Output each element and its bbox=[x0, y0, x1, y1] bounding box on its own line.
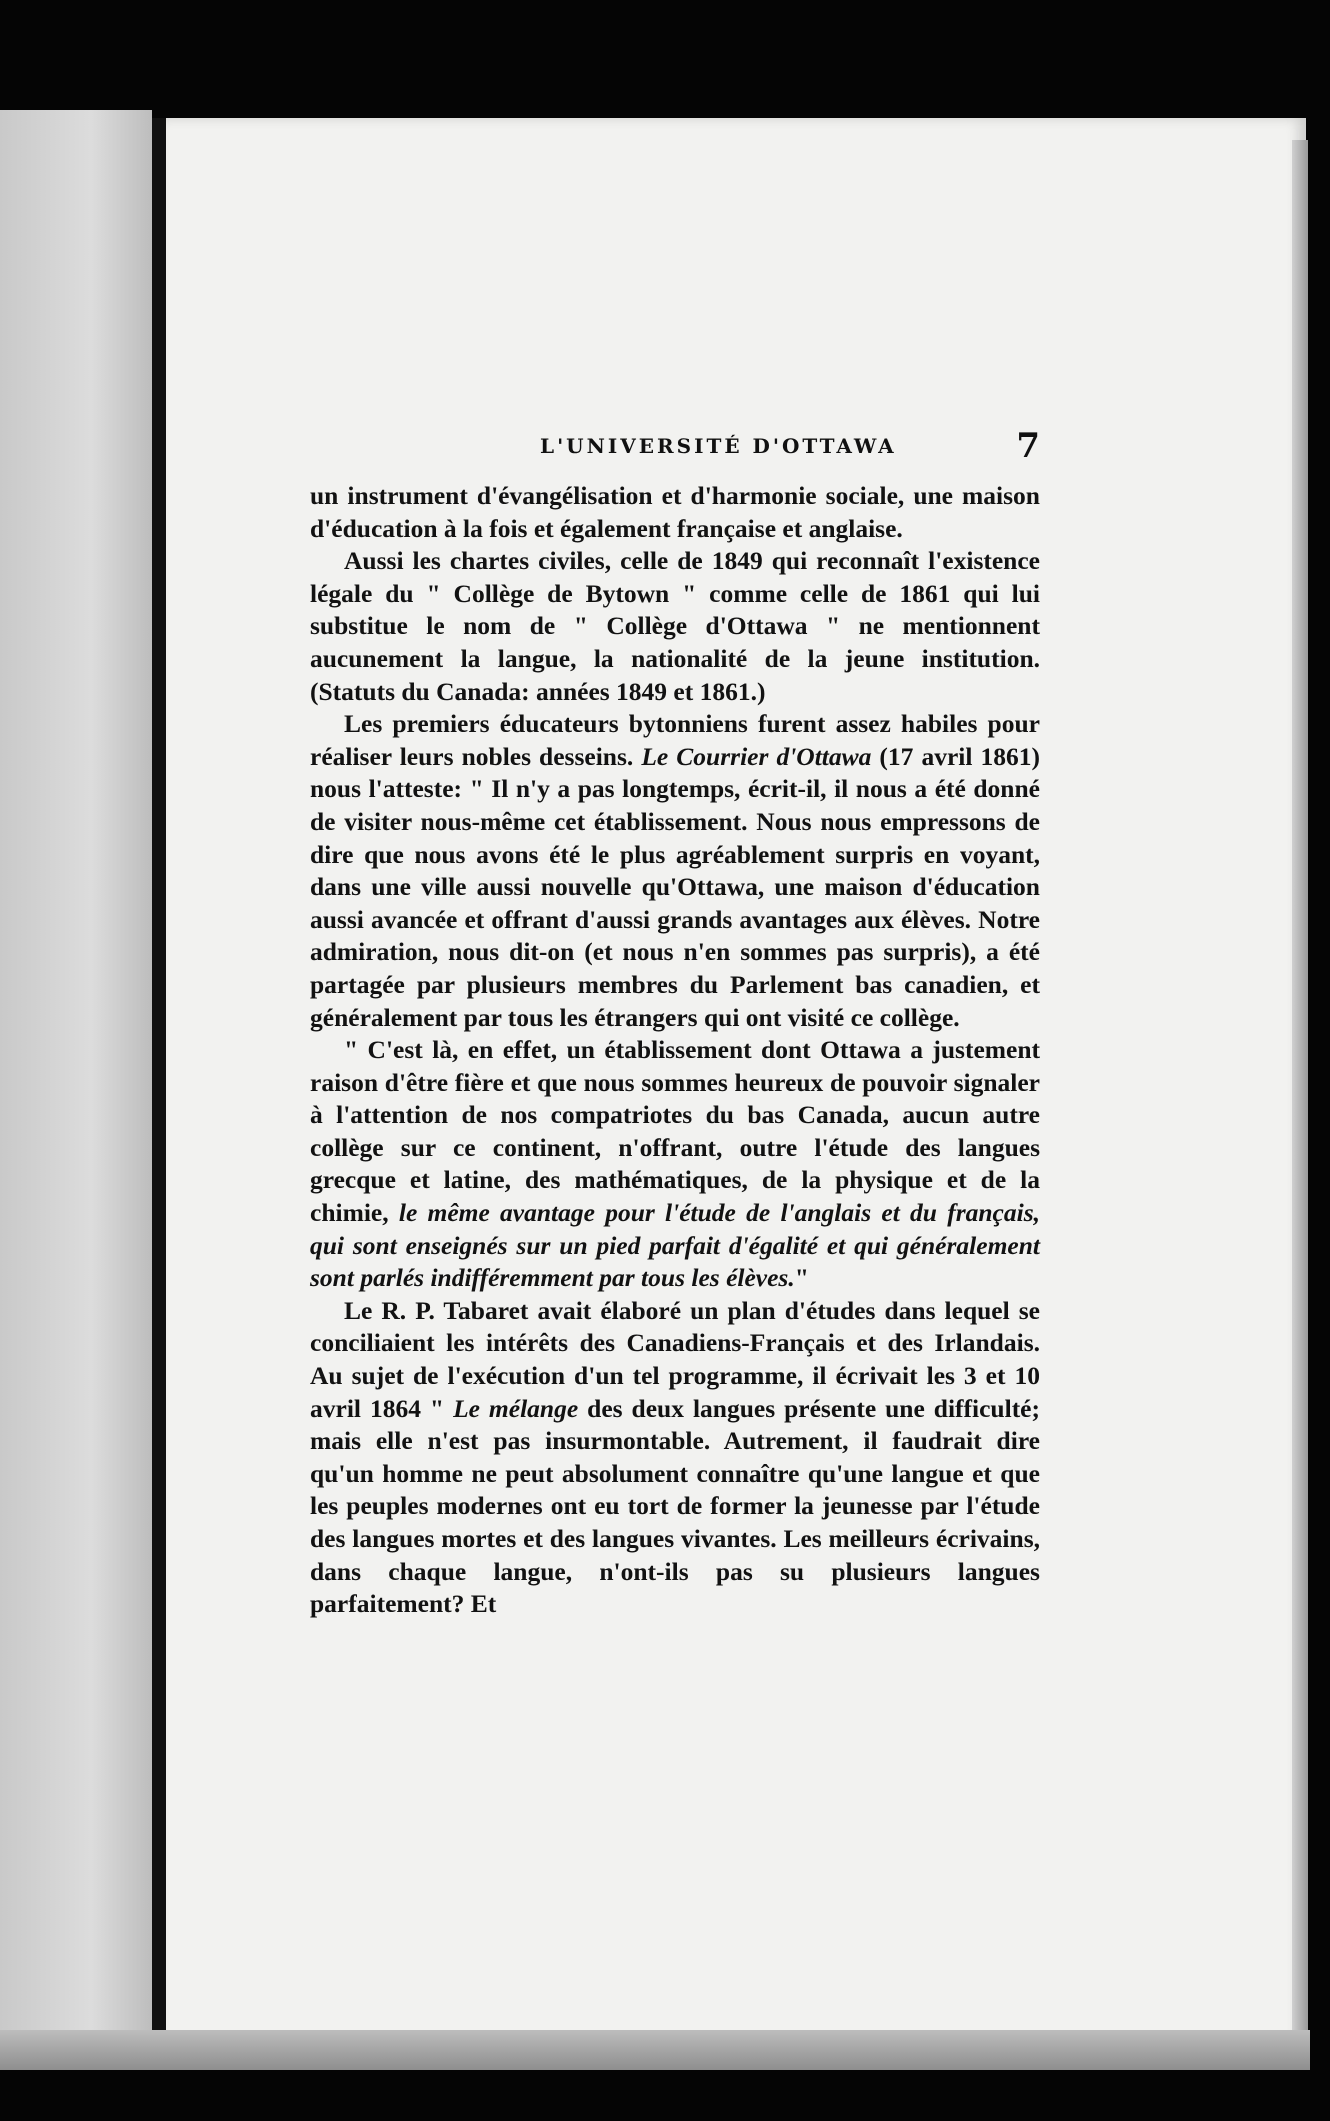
paragraph bbox=[310, 1034, 1040, 1295]
newspaper-title: Le Courrier d'Ottawa bbox=[641, 741, 872, 771]
page-number: 7 bbox=[1016, 426, 1040, 466]
paragraph: un instrument d'évangélisation et d'harmonie sociale, une maison d'éducation à la fois et également française et anglaise. bbox=[310, 481, 1040, 543]
emphasized-quote: le même avantage pour l'étude de l'anglais et du français, qui sont enseignés sur un pied parfait d'égalité et qui généralement sont parlés indifféremment par tous les élèves. bbox=[310, 1198, 1041, 1293]
paragraph-text: " C'est là, en effet, un établissement dont Ottawa a justement raison d'être fière et que nous sommes heureux de pouvoir signaler à l'attention de nos compatriotes du bas Canada, aucun autre collège sur ce continent, n'offrant, outre l'étude des langues grecque et latine, des mathématiques, de la physique et de la chimie, bbox=[310, 1035, 1040, 1228]
facing-page-margin bbox=[0, 110, 152, 2060]
paragraph bbox=[310, 708, 1040, 1034]
page-edge bbox=[1292, 140, 1308, 2060]
closing-quote: " bbox=[794, 1263, 809, 1293]
running-title: L'UNIVERSITÉ D'OTTAWA bbox=[540, 434, 897, 458]
page-bottom-edge bbox=[0, 2030, 1310, 2070]
running-head bbox=[310, 426, 1040, 470]
body-text bbox=[310, 480, 1040, 1690]
emphasized-term: Le mélange bbox=[453, 1393, 579, 1423]
paragraph-text: Le R. P. Tabaret avait élaboré un plan d'études dans lequel se conciliaient les intérêts des Canadiens-Français et des Irlandais. Au sujet de l'exécution d'un tel programme, il écrivait les 3 et 10 avril 1864 " bbox=[310, 1295, 1040, 1423]
paragraph-text: (17 avril 1861) nous l'atteste: " Il n'y a pas longtemps, écrit-il, il nous a été donné de visiter nous-même cet établissement. Nous nous empressons de dire que nous avons été le plus agréablement surpris en voyant, dans une ville aussi nouvelle qu'Ottawa, une maison d'éducation aussi avancée et offrant d'aussi grands avantages aux élèves. Notre admiration, nous dit-on (et nous n'en sommes pas surpris), a été partagée par plusieurs membres du Parlement bas canadien, et généralement par tous les étrangers qui ont visité ce collège. bbox=[310, 741, 1040, 1032]
paragraph: Aussi les chartes civiles, celle de 1849 qui reconnaît l'existence légale du " Collège de Bytown " comme celle de 1861 qui lui substitue le nom de " Collège d'Ottawa " ne mentionnent aucunement la langue, la nationalité de la jeune institution. (Statuts du Canada: années 1849 et 1861.) bbox=[310, 546, 1040, 706]
book-spine bbox=[152, 118, 166, 2068]
paragraph bbox=[310, 1295, 1040, 1621]
paragraph-text: Les premiers éducateurs bytonniens furent assez habiles pour réaliser leurs nobles desseins. bbox=[310, 709, 1040, 771]
paragraph-text: des deux langues présente une difficulté; mais elle n'est pas insurmontable. Autrement, il faudrait dire qu'un homme ne peut absolument connaître qu'une langue et que les peuples modernes ont eu tort de former la jeunesse par l'étude des langues mortes et des langues vivantes. Les meilleurs écrivains, dans chaque langue, n'ont-ils pas su plusieurs langues parfaitement? Et bbox=[310, 1393, 1040, 1619]
